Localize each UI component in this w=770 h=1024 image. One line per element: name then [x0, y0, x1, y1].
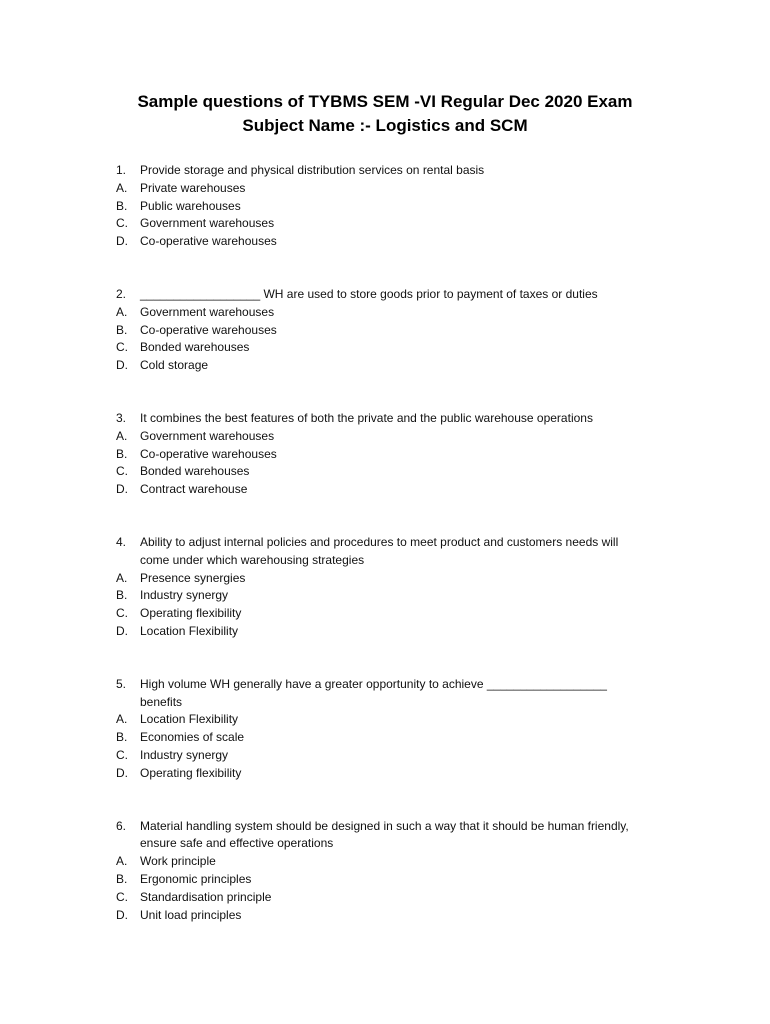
question-stem — [0, 286, 770, 304]
question-number: 5. — [116, 676, 127, 691]
answer-option — [0, 853, 770, 871]
option-text: Co-operative warehouses — [140, 446, 277, 461]
answer-option — [0, 357, 770, 375]
option-letter: B. — [116, 730, 128, 745]
option-text: Co-operative warehouses — [140, 234, 277, 249]
question-number: 2. — [116, 286, 127, 301]
option-text: Ergonomic principles — [140, 871, 252, 886]
answer-option — [0, 889, 770, 907]
question-block — [0, 286, 770, 375]
option-text: Government warehouses — [140, 428, 275, 443]
question-stem — [0, 410, 770, 428]
option-text: Government warehouses — [140, 216, 275, 231]
option-text: Co-operative warehouses — [140, 322, 277, 337]
answer-option — [0, 198, 770, 216]
option-letter: C. — [116, 464, 128, 479]
option-letter: A. — [116, 570, 128, 585]
answer-option — [0, 765, 770, 783]
option-letter: D. — [116, 234, 128, 249]
question-text: __________________ WH are used to store goods prior to payment of taxes or duties — [140, 286, 598, 301]
question-block — [0, 410, 770, 499]
question-stem — [0, 162, 770, 180]
option-text: Private warehouses — [140, 180, 246, 195]
question-text: Ability to adjust internal policies and procedures to meet product and customers needs will — [140, 534, 619, 549]
option-letter: B. — [116, 322, 128, 337]
question-stem — [0, 534, 770, 552]
option-text: Presence synergies — [140, 570, 246, 585]
option-text: Bonded warehouses — [140, 464, 250, 479]
question-number: 6. — [116, 818, 127, 833]
answer-option — [0, 623, 770, 641]
answer-option — [0, 570, 770, 588]
question-stem — [0, 676, 770, 694]
option-letter: D. — [116, 765, 128, 780]
option-letter: A. — [116, 304, 128, 319]
question-stem — [0, 818, 770, 836]
option-text: Economies of scale — [140, 730, 245, 745]
option-text: Standardisation principle — [140, 889, 272, 904]
answer-option — [0, 907, 770, 925]
question-text: High volume WH generally have a greater opportunity to achieve __________________ — [140, 676, 607, 691]
answer-option — [0, 215, 770, 233]
option-text: Operating flexibility — [140, 765, 242, 780]
answer-option — [0, 233, 770, 251]
option-text: Location Flexibility — [140, 712, 239, 727]
question-number: 4. — [116, 534, 127, 549]
option-letter: B. — [116, 588, 128, 603]
option-letter: D. — [116, 358, 128, 373]
question-block — [0, 162, 770, 251]
option-letter: A. — [116, 854, 128, 869]
answer-option — [0, 463, 770, 481]
option-letter: B. — [116, 446, 128, 461]
question-text: Material handling system should be designed in such a way that it should be human friendly, — [140, 818, 629, 833]
option-letter: C. — [116, 747, 128, 762]
option-text: Work principle — [140, 854, 216, 869]
question-block — [0, 676, 770, 783]
question-number: 1. — [116, 163, 127, 177]
answer-option — [0, 304, 770, 322]
answer-option — [0, 711, 770, 729]
page-title: Sample questions of TYBMS SEM -VI Regular Dec 2020 Exam — [137, 92, 633, 111]
option-text: Government warehouses — [140, 304, 275, 319]
option-letter: B. — [116, 198, 128, 213]
option-letter: A. — [116, 180, 128, 195]
option-text: Public warehouses — [140, 198, 241, 213]
option-letter: D. — [116, 907, 128, 922]
answer-option — [0, 180, 770, 198]
option-letter: C. — [116, 340, 128, 355]
answer-option — [0, 587, 770, 605]
option-letter: C. — [116, 216, 128, 231]
question-text-continuation: come under which warehousing strategies — [140, 552, 365, 567]
option-letter: A. — [116, 428, 128, 443]
answer-option — [0, 747, 770, 765]
answer-option — [0, 729, 770, 747]
subject-title: Subject Name :- Logistics and SCM — [242, 116, 528, 135]
answer-option — [0, 322, 770, 340]
question-text: It combines the best features of both the private and the public warehouse operations — [140, 410, 593, 425]
question-block — [0, 534, 770, 641]
option-letter: D. — [116, 482, 128, 497]
option-letter: C. — [116, 606, 128, 621]
option-letter: C. — [116, 889, 128, 904]
answer-option — [0, 605, 770, 623]
question-number: 3. — [116, 410, 127, 425]
option-text: Location Flexibility — [140, 623, 239, 638]
question-text: Provide storage and physical distribution services on rental basis — [140, 163, 485, 177]
answer-option — [0, 446, 770, 464]
option-letter: A. — [116, 712, 128, 727]
option-text: Industry synergy — [140, 747, 229, 762]
option-text: Contract warehouse — [140, 482, 248, 497]
option-letter: B. — [116, 871, 128, 886]
option-letter: D. — [116, 623, 128, 638]
answer-option — [0, 339, 770, 357]
question-list — [0, 162, 770, 959]
answer-option — [0, 428, 770, 446]
question-text-continuation: ensure safe and effective operations — [140, 836, 334, 851]
answer-option — [0, 481, 770, 499]
option-text: Bonded warehouses — [140, 340, 250, 355]
option-text: Cold storage — [140, 358, 209, 373]
option-text: Industry synergy — [140, 588, 229, 603]
question-block — [0, 818, 770, 925]
answer-option — [0, 871, 770, 889]
option-text: Unit load principles — [140, 907, 242, 922]
option-text: Operating flexibility — [140, 606, 242, 621]
question-text-continuation: benefits — [140, 694, 183, 709]
